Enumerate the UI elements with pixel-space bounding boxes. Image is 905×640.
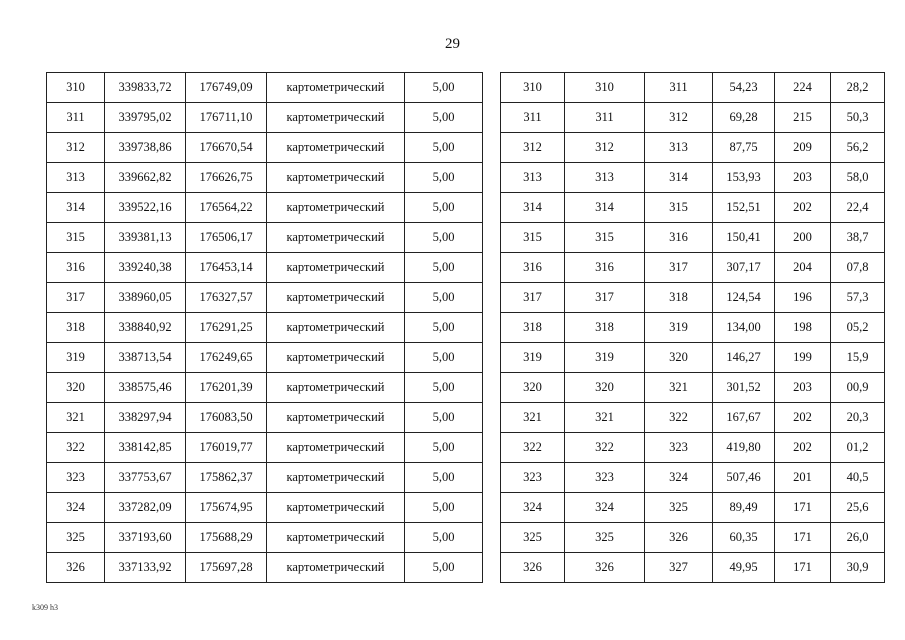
from-point-cell: 324 [565,493,645,523]
distance-cell: 54,23 [713,73,775,103]
from-point-cell: 318 [565,313,645,343]
angle-degrees-cell: 203 [775,163,831,193]
row-number-cell: 319 [501,343,565,373]
table-row [501,523,885,553]
point-number-cell: 319 [47,343,105,373]
distance-cell: 507,46 [713,463,775,493]
method-cell: картометрический [267,553,405,583]
row-number-cell: 325 [501,523,565,553]
to-point-cell: 326 [645,523,713,553]
row-number-cell: 310 [501,73,565,103]
method-cell: картометрический [267,493,405,523]
x-coordinate-cell: 337133,92 [105,553,186,583]
table-row [501,463,885,493]
table-row [47,553,483,583]
to-point-cell: 322 [645,403,713,433]
distance-cell: 49,95 [713,553,775,583]
angle-minutes-cell: 57,3 [831,283,885,313]
y-coordinate-cell: 176249,65 [186,343,267,373]
distance-cell: 146,27 [713,343,775,373]
angle-minutes-cell: 00,9 [831,373,885,403]
to-point-cell: 321 [645,373,713,403]
row-number-cell: 313 [501,163,565,193]
to-point-cell: 318 [645,283,713,313]
table-row [47,463,483,493]
accuracy-cell: 5,00 [405,433,483,463]
table-row [47,193,483,223]
from-point-cell: 313 [565,163,645,193]
from-point-cell: 316 [565,253,645,283]
y-coordinate-cell: 175697,28 [186,553,267,583]
point-number-cell: 312 [47,133,105,163]
x-coordinate-cell: 338575,46 [105,373,186,403]
accuracy-cell: 5,00 [405,493,483,523]
x-coordinate-cell: 338960,05 [105,283,186,313]
y-coordinate-cell: 176201,39 [186,373,267,403]
to-point-cell: 325 [645,493,713,523]
y-coordinate-cell: 176291,25 [186,313,267,343]
table-row [501,193,885,223]
y-coordinate-cell: 176749,09 [186,73,267,103]
angle-minutes-cell: 58,0 [831,163,885,193]
page-number: 29 [445,36,460,52]
angle-minutes-cell: 26,0 [831,523,885,553]
to-point-cell: 314 [645,163,713,193]
x-coordinate-cell: 337282,09 [105,493,186,523]
method-cell: картометрический [267,193,405,223]
table-row [501,133,885,163]
point-number-cell: 324 [47,493,105,523]
to-point-cell: 313 [645,133,713,163]
method-cell: картометрический [267,223,405,253]
distance-cell: 152,51 [713,193,775,223]
y-coordinate-cell: 176083,50 [186,403,267,433]
point-number-cell: 320 [47,373,105,403]
accuracy-cell: 5,00 [405,223,483,253]
angle-degrees-cell: 209 [775,133,831,163]
row-number-cell: 314 [501,193,565,223]
angle-degrees-cell: 201 [775,463,831,493]
angle-minutes-cell: 38,7 [831,223,885,253]
point-number-cell: 318 [47,313,105,343]
coordinates-table [46,72,483,583]
method-cell: картометрический [267,133,405,163]
accuracy-cell: 5,00 [405,193,483,223]
row-number-cell: 318 [501,313,565,343]
table-row [501,493,885,523]
angle-degrees-cell: 196 [775,283,831,313]
angle-degrees-cell: 215 [775,103,831,133]
angle-minutes-cell: 40,5 [831,463,885,493]
angle-degrees-cell: 171 [775,553,831,583]
y-coordinate-cell: 175674,95 [186,493,267,523]
angle-minutes-cell: 15,9 [831,343,885,373]
point-number-cell: 311 [47,103,105,133]
x-coordinate-cell: 339795,02 [105,103,186,133]
x-coordinate-cell: 337193,60 [105,523,186,553]
table-row [47,103,483,133]
point-number-cell: 310 [47,73,105,103]
method-cell: картометрический [267,313,405,343]
table-row [501,313,885,343]
from-point-cell: 317 [565,283,645,313]
distance-cell: 134,00 [713,313,775,343]
x-coordinate-cell: 337753,67 [105,463,186,493]
to-point-cell: 317 [645,253,713,283]
x-coordinate-cell: 339522,16 [105,193,186,223]
to-point-cell: 327 [645,553,713,583]
accuracy-cell: 5,00 [405,343,483,373]
table-row [501,373,885,403]
point-number-cell: 321 [47,403,105,433]
distance-cell: 153,93 [713,163,775,193]
angle-degrees-cell: 200 [775,223,831,253]
y-coordinate-cell: 175862,37 [186,463,267,493]
distance-cell: 69,28 [713,103,775,133]
angle-degrees-cell: 202 [775,403,831,433]
method-cell: картометрический [267,523,405,553]
y-coordinate-cell: 176506,17 [186,223,267,253]
from-point-cell: 320 [565,373,645,403]
table-row [47,523,483,553]
accuracy-cell: 5,00 [405,313,483,343]
table-row [501,433,885,463]
x-coordinate-cell: 338142,85 [105,433,186,463]
angle-minutes-cell: 07,8 [831,253,885,283]
table-row [47,253,483,283]
angle-minutes-cell: 05,2 [831,313,885,343]
distance-cell: 89,49 [713,493,775,523]
method-cell: картометрический [267,403,405,433]
table-row [501,73,885,103]
angle-degrees-cell: 198 [775,313,831,343]
to-point-cell: 320 [645,343,713,373]
distance-cell: 167,67 [713,403,775,433]
from-point-cell: 311 [565,103,645,133]
method-cell: картометрический [267,373,405,403]
accuracy-cell: 5,00 [405,283,483,313]
x-coordinate-cell: 339738,86 [105,133,186,163]
point-number-cell: 313 [47,163,105,193]
method-cell: картометрический [267,103,405,133]
y-coordinate-cell: 176626,75 [186,163,267,193]
angle-degrees-cell: 171 [775,493,831,523]
point-number-cell: 326 [47,553,105,583]
to-point-cell: 315 [645,193,713,223]
from-point-cell: 321 [565,403,645,433]
table-row [47,283,483,313]
y-coordinate-cell: 176564,22 [186,193,267,223]
row-number-cell: 321 [501,403,565,433]
point-number-cell: 315 [47,223,105,253]
table-row [47,343,483,373]
x-coordinate-cell: 338840,92 [105,313,186,343]
distance-cell: 150,41 [713,223,775,253]
y-coordinate-cell: 176327,57 [186,283,267,313]
y-coordinate-cell: 176019,77 [186,433,267,463]
table-row [47,133,483,163]
from-point-cell: 323 [565,463,645,493]
angle-minutes-cell: 20,3 [831,403,885,433]
x-coordinate-cell: 339662,82 [105,163,186,193]
x-coordinate-cell: 339381,13 [105,223,186,253]
angle-minutes-cell: 56,2 [831,133,885,163]
table-row [47,313,483,343]
row-number-cell: 326 [501,553,565,583]
distance-cell: 60,35 [713,523,775,553]
accuracy-cell: 5,00 [405,73,483,103]
method-cell: картометрический [267,283,405,313]
method-cell: картометрический [267,163,405,193]
method-cell: картометрический [267,253,405,283]
y-coordinate-cell: 176670,54 [186,133,267,163]
to-point-cell: 312 [645,103,713,133]
angle-degrees-cell: 224 [775,73,831,103]
method-cell: картометрический [267,343,405,373]
row-number-cell: 312 [501,133,565,163]
distance-cell: 307,17 [713,253,775,283]
accuracy-cell: 5,00 [405,163,483,193]
angle-minutes-cell: 50,3 [831,103,885,133]
footer-code: k309 h3 [32,603,58,612]
table-row [501,103,885,133]
row-number-cell: 317 [501,283,565,313]
row-number-cell: 323 [501,463,565,493]
angle-minutes-cell: 30,9 [831,553,885,583]
angle-degrees-cell: 171 [775,523,831,553]
y-coordinate-cell: 176711,10 [186,103,267,133]
from-point-cell: 325 [565,523,645,553]
row-number-cell: 322 [501,433,565,463]
angle-minutes-cell: 01,2 [831,433,885,463]
method-cell: картометрический [267,433,405,463]
x-coordinate-cell: 338297,94 [105,403,186,433]
to-point-cell: 311 [645,73,713,103]
from-point-cell: 310 [565,73,645,103]
table-row [501,223,885,253]
accuracy-cell: 5,00 [405,523,483,553]
accuracy-cell: 5,00 [405,373,483,403]
to-point-cell: 323 [645,433,713,463]
angle-degrees-cell: 202 [775,433,831,463]
table-row [501,343,885,373]
method-cell: картометрический [267,463,405,493]
from-point-cell: 319 [565,343,645,373]
table-row [501,163,885,193]
x-coordinate-cell: 338713,54 [105,343,186,373]
y-coordinate-cell: 176453,14 [186,253,267,283]
accuracy-cell: 5,00 [405,133,483,163]
to-point-cell: 319 [645,313,713,343]
angle-degrees-cell: 202 [775,193,831,223]
angle-degrees-cell: 199 [775,343,831,373]
to-point-cell: 316 [645,223,713,253]
table-row [47,223,483,253]
angle-minutes-cell: 25,6 [831,493,885,523]
accuracy-cell: 5,00 [405,403,483,433]
table-row [501,253,885,283]
x-coordinate-cell: 339833,72 [105,73,186,103]
y-coordinate-cell: 175688,29 [186,523,267,553]
from-point-cell: 326 [565,553,645,583]
table-row [501,283,885,313]
table-row [47,373,483,403]
accuracy-cell: 5,00 [405,553,483,583]
point-number-cell: 314 [47,193,105,223]
x-coordinate-cell: 339240,38 [105,253,186,283]
table-row [47,73,483,103]
table-row [47,493,483,523]
to-point-cell: 324 [645,463,713,493]
table-row [47,433,483,463]
row-number-cell: 311 [501,103,565,133]
from-point-cell: 312 [565,133,645,163]
distance-cell: 419,80 [713,433,775,463]
angle-minutes-cell: 28,2 [831,73,885,103]
accuracy-cell: 5,00 [405,463,483,493]
method-cell: картометрический [267,73,405,103]
accuracy-cell: 5,00 [405,103,483,133]
table-row [47,163,483,193]
row-number-cell: 316 [501,253,565,283]
angle-minutes-cell: 22,4 [831,193,885,223]
angle-degrees-cell: 204 [775,253,831,283]
accuracy-cell: 5,00 [405,253,483,283]
row-number-cell: 324 [501,493,565,523]
from-point-cell: 315 [565,223,645,253]
from-point-cell: 322 [565,433,645,463]
point-number-cell: 323 [47,463,105,493]
segments-table [500,72,885,583]
table-row [47,403,483,433]
angle-degrees-cell: 203 [775,373,831,403]
distance-cell: 301,52 [713,373,775,403]
from-point-cell: 314 [565,193,645,223]
table-row [501,553,885,583]
row-number-cell: 315 [501,223,565,253]
distance-cell: 87,75 [713,133,775,163]
point-number-cell: 316 [47,253,105,283]
distance-cell: 124,54 [713,283,775,313]
point-number-cell: 317 [47,283,105,313]
point-number-cell: 325 [47,523,105,553]
point-number-cell: 322 [47,433,105,463]
row-number-cell: 320 [501,373,565,403]
table-row [501,403,885,433]
